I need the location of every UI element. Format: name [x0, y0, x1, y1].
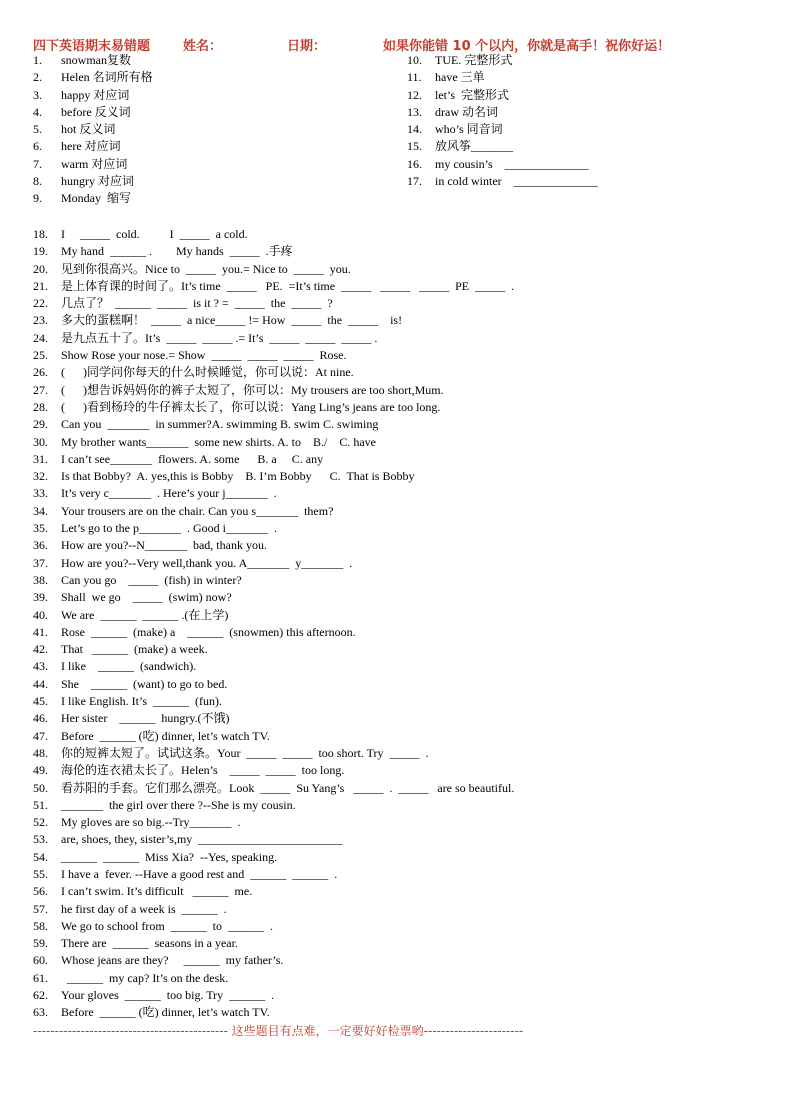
- question-item: [33, 780, 773, 797]
- question-text: before 反义词: [61, 104, 131, 119]
- question-text: I like ______ (sandwich).: [61, 659, 197, 674]
- worksheet-title: 四下英语期末易错题: [33, 39, 151, 54]
- question-text: have 三单: [435, 70, 485, 85]
- question-item: [33, 520, 773, 537]
- question-item: [33, 312, 773, 329]
- question-text: I have a fever. --Have a good rest and ______ ______ .: [61, 866, 338, 881]
- question-item: [33, 87, 403, 104]
- question-number: 17.: [407, 174, 422, 189]
- right-question-column: [407, 52, 747, 190]
- question-text: My brother wants_______ some new shirts. A. to B./ C. have: [61, 434, 376, 449]
- question-item: [407, 104, 747, 121]
- question-item: [33, 658, 773, 675]
- question-item: [33, 173, 403, 190]
- question-item: [33, 399, 773, 416]
- question-text: Before ______ (吃) dinner, let’s watch TV.: [61, 728, 270, 743]
- question-number: 39.: [33, 590, 48, 605]
- question-item: [33, 797, 773, 814]
- question-item: [33, 883, 773, 900]
- question-number: 35.: [33, 521, 48, 536]
- worksheet-header: [33, 35, 773, 53]
- question-text: ( )看到杨玲的牛仔裤太长了，你可以说：Yang Ling’s jeans are too long.: [61, 399, 441, 414]
- question-text: hot 反义词: [61, 122, 116, 137]
- question-item: [33, 138, 403, 155]
- question-number: 25.: [33, 348, 48, 363]
- question-text: hungry 对应词: [61, 174, 134, 189]
- question-item: [33, 451, 773, 468]
- question-text: There are ______ seasons in a year.: [61, 936, 238, 951]
- question-item: [407, 138, 747, 155]
- motto-text: 如果你能错 10 个以内，你就是高手！祝你好运！: [383, 39, 671, 54]
- question-item: [407, 52, 747, 69]
- question-number: 45.: [33, 694, 48, 709]
- question-number: 24.: [33, 330, 48, 345]
- question-text: 你的短裤太短了。试试这条。Your _____ _____ too short. Try _____ .: [61, 745, 429, 760]
- question-number: 43.: [33, 659, 48, 674]
- question-text: Is that Bobby? A. yes,this is Bobby B. I’m Bobby C. That is Bobby: [61, 469, 415, 484]
- question-number: 50.: [33, 780, 48, 795]
- question-number: 55.: [33, 866, 48, 881]
- question-item: [33, 364, 773, 381]
- question-text: Rose ______ (make) a ______ (snowmen) this afternoon.: [61, 624, 356, 639]
- question-text: draw 动名词: [435, 104, 498, 119]
- question-text: my cousin’s ______________: [435, 156, 589, 171]
- question-item: [33, 762, 773, 779]
- question-number: 62.: [33, 988, 48, 1003]
- question-number: 57.: [33, 901, 48, 916]
- question-item: [33, 676, 773, 693]
- question-number: 4.: [33, 104, 42, 119]
- question-text: Your gloves ______ too big. Try ______ .: [61, 988, 275, 1003]
- question-number: 2.: [33, 70, 42, 85]
- question-item: [33, 416, 773, 433]
- question-text: How are you?--Very well,thank you. A_______ y_______ .: [61, 555, 353, 570]
- question-item: [33, 866, 773, 883]
- question-number: 44.: [33, 676, 48, 691]
- question-item: [33, 190, 403, 207]
- question-text: I can’t swim. It’s difficult ______ me.: [61, 884, 253, 899]
- question-item: [33, 156, 403, 173]
- question-number: 8.: [33, 174, 42, 189]
- question-text: in cold winter ______________: [435, 174, 598, 189]
- question-number: 41.: [33, 624, 48, 639]
- question-text: Monday 缩写: [61, 191, 131, 206]
- question-text: ( )想告诉妈妈你的裤子太短了，你可以：My trousers are too short,Mum.: [61, 382, 444, 397]
- question-item: [33, 831, 773, 848]
- question-text: here 对应词: [61, 139, 121, 154]
- question-number: 14.: [407, 122, 422, 137]
- question-text: That ______ (make) a week.: [61, 642, 208, 657]
- question-item: [407, 173, 747, 190]
- question-text: It’s very c_______ . Here’s your j_______ .: [61, 486, 277, 501]
- question-number: 32.: [33, 469, 48, 484]
- question-item: [33, 589, 773, 606]
- question-item: [33, 572, 773, 589]
- question-number: 13.: [407, 104, 422, 119]
- question-number: 10.: [407, 53, 422, 67]
- question-item: [33, 952, 773, 969]
- question-item: [33, 295, 773, 312]
- question-number: 31.: [33, 451, 48, 466]
- question-text: 看苏阳的手套。它们那么漂亮。Look _____ Su Yang’s _____ . _____ are so beautiful.: [61, 780, 515, 795]
- question-text: warm 对应词: [61, 156, 128, 171]
- question-item: [33, 243, 773, 260]
- question-number: 33.: [33, 486, 48, 501]
- question-number: 20.: [33, 261, 48, 276]
- question-number: 60.: [33, 953, 48, 968]
- question-number: 37.: [33, 555, 48, 570]
- question-number: 27.: [33, 382, 48, 397]
- question-item: [33, 330, 773, 347]
- question-number: 49.: [33, 763, 48, 778]
- question-item: [33, 901, 773, 918]
- question-number: 3.: [33, 87, 42, 102]
- question-number: 16.: [407, 156, 422, 171]
- question-item: [407, 87, 747, 104]
- question-text: Her sister ______ hungry.(不饿): [61, 711, 230, 726]
- question-text: he first day of a week is ______ .: [61, 901, 227, 916]
- question-text: We are ______ ______ .(在上学): [61, 607, 229, 622]
- question-text: 是九点五十了。It’s _____ _____ .= It’s _____ _____ _____ .: [61, 330, 378, 345]
- question-item: [33, 641, 773, 658]
- question-number: 47.: [33, 728, 48, 743]
- question-number: 7.: [33, 156, 42, 171]
- question-text: let’s 完整形式: [435, 87, 509, 102]
- question-number: 38.: [33, 572, 48, 587]
- question-text: I _____ cold. I _____ a cold.: [61, 227, 248, 241]
- question-number: 51.: [33, 797, 48, 812]
- question-text: Helen 名词所有格: [61, 70, 153, 85]
- question-item: [33, 434, 773, 451]
- question-text: How are you?--N_______ bad, thank you.: [61, 538, 267, 553]
- name-label: 姓名：: [183, 39, 223, 54]
- question-number: 5.: [33, 122, 42, 137]
- main-question-list: [33, 226, 773, 1022]
- question-item: [33, 624, 773, 641]
- question-number: 63.: [33, 1005, 48, 1020]
- question-item: [33, 607, 773, 624]
- question-item: [33, 935, 773, 952]
- question-number: 19.: [33, 244, 48, 259]
- question-item: [407, 156, 747, 173]
- left-question-column: [33, 52, 403, 208]
- question-text: Before ______ (吃) dinner, let’s watch TV.: [61, 1005, 270, 1020]
- question-number: 28.: [33, 399, 48, 414]
- question-item: [33, 261, 773, 278]
- question-text: 是上体育课的时间了。It’s time _____ PE. =It’s time _____ _____ _____ PE _____ .: [61, 278, 515, 293]
- question-text: happy 对应词: [61, 87, 130, 102]
- question-number: 12.: [407, 87, 422, 102]
- question-text: TUE. 完整形式: [435, 53, 513, 67]
- question-item: [33, 745, 773, 762]
- question-item: [33, 485, 773, 502]
- question-item: [33, 468, 773, 485]
- question-text: Can you go _____ (fish) in winter?: [61, 572, 242, 587]
- question-number: 36.: [33, 538, 48, 553]
- question-number: 58.: [33, 918, 48, 933]
- question-item: [33, 710, 773, 727]
- question-number: 52.: [33, 815, 48, 830]
- question-text: ______ my cap? It’s on the desk.: [61, 970, 229, 985]
- question-item: [33, 970, 773, 987]
- question-text: ______ ______ Miss Xia? --Yes, speaking.: [61, 849, 278, 864]
- question-number: 22.: [33, 296, 48, 311]
- date-label: 日期：: [287, 39, 327, 54]
- question-item: [33, 693, 773, 710]
- question-item: [33, 918, 773, 935]
- question-text: My gloves are so big.--Try_______ .: [61, 815, 241, 830]
- question-text: She ______ (want) to go to bed.: [61, 676, 228, 691]
- question-number: 6.: [33, 139, 42, 154]
- question-text: ( )同学问你每天的什么时候睡觉，你可以说：At nine.: [61, 365, 354, 380]
- question-number: 54.: [33, 849, 48, 864]
- question-text: snowman复数: [61, 53, 131, 67]
- question-number: 26.: [33, 365, 48, 380]
- question-item: [33, 226, 773, 243]
- question-text: who’s 同音词: [435, 122, 503, 137]
- question-number: 56.: [33, 884, 48, 899]
- question-number: 9.: [33, 191, 42, 206]
- question-number: 34.: [33, 503, 48, 518]
- question-item: [33, 503, 773, 520]
- question-item: [33, 987, 773, 1004]
- question-number: 1.: [33, 53, 42, 67]
- question-text: Shall we go _____ (swim) now?: [61, 590, 232, 605]
- footer-reminder: --------------------------------------------- 这些题目有点难，一定要好好检票哟-----------------------: [33, 1024, 524, 1038]
- question-text: Whose jeans are they? ______ my father’s.: [61, 953, 284, 968]
- question-text: _______ the girl over there ?--She is my cousin.: [61, 797, 296, 812]
- question-item: [407, 121, 747, 138]
- question-text: We go to school from ______ to ______ .: [61, 918, 274, 933]
- question-number: 46.: [33, 711, 48, 726]
- question-text: 几点了？ ______ _____ is it ? = _____ the _____ ?: [61, 296, 333, 311]
- question-number: 61.: [33, 970, 48, 985]
- question-item: [33, 69, 403, 86]
- question-text: 放风筝_______: [435, 139, 514, 154]
- question-item: [33, 52, 403, 69]
- question-item: [407, 69, 747, 86]
- question-text: 海伦的连衣裙太长了。Helen’s _____ _____ too long.: [61, 763, 345, 778]
- question-item: [33, 382, 773, 399]
- question-text: I like English. It’s ______ (fun).: [61, 694, 222, 709]
- question-item: [33, 814, 773, 831]
- question-number: 23.: [33, 313, 48, 328]
- question-number: 29.: [33, 417, 48, 432]
- question-number: 59.: [33, 936, 48, 951]
- question-item: [33, 537, 773, 554]
- question-text: My hand ______ . My hands _____ .手疼: [61, 244, 293, 259]
- question-number: 53.: [33, 832, 48, 847]
- question-text: Can you _______ in summer?A. swimming B. swim C. swiming: [61, 417, 379, 432]
- question-item: [33, 104, 403, 121]
- question-number: 30.: [33, 434, 48, 449]
- question-item: [33, 121, 403, 138]
- question-text: Let’s go to the p_______ . Good i_______ .: [61, 521, 277, 536]
- question-text: are, shoes, they, sister’s,my ________________________: [61, 832, 343, 847]
- question-number: 48.: [33, 745, 48, 760]
- question-item: [33, 555, 773, 572]
- question-item: [33, 1004, 773, 1021]
- question-number: 15.: [407, 139, 422, 154]
- question-item: [33, 728, 773, 745]
- question-item: [33, 278, 773, 295]
- question-number: 11.: [407, 70, 422, 85]
- question-text: Your trousers are on the chair. Can you s_______ them?: [61, 503, 334, 518]
- question-text: 见到你很高兴。Nice to _____ you.= Nice to _____ you.: [61, 261, 351, 276]
- question-text: 多大的蛋糕啊！ _____ a nice_____ != How _____ the _____ is!: [61, 313, 403, 328]
- question-number: 18.: [33, 227, 48, 241]
- question-item: [33, 849, 773, 866]
- question-number: 21.: [33, 278, 48, 293]
- question-number: 40.: [33, 607, 48, 622]
- question-text: Show Rose your nose.= Show _____ _____ _____ Rose.: [61, 348, 347, 363]
- question-text: I can’t see_______ flowers. A. some B. a C. any: [61, 451, 324, 466]
- question-number: 42.: [33, 642, 48, 657]
- question-item: [33, 347, 773, 364]
